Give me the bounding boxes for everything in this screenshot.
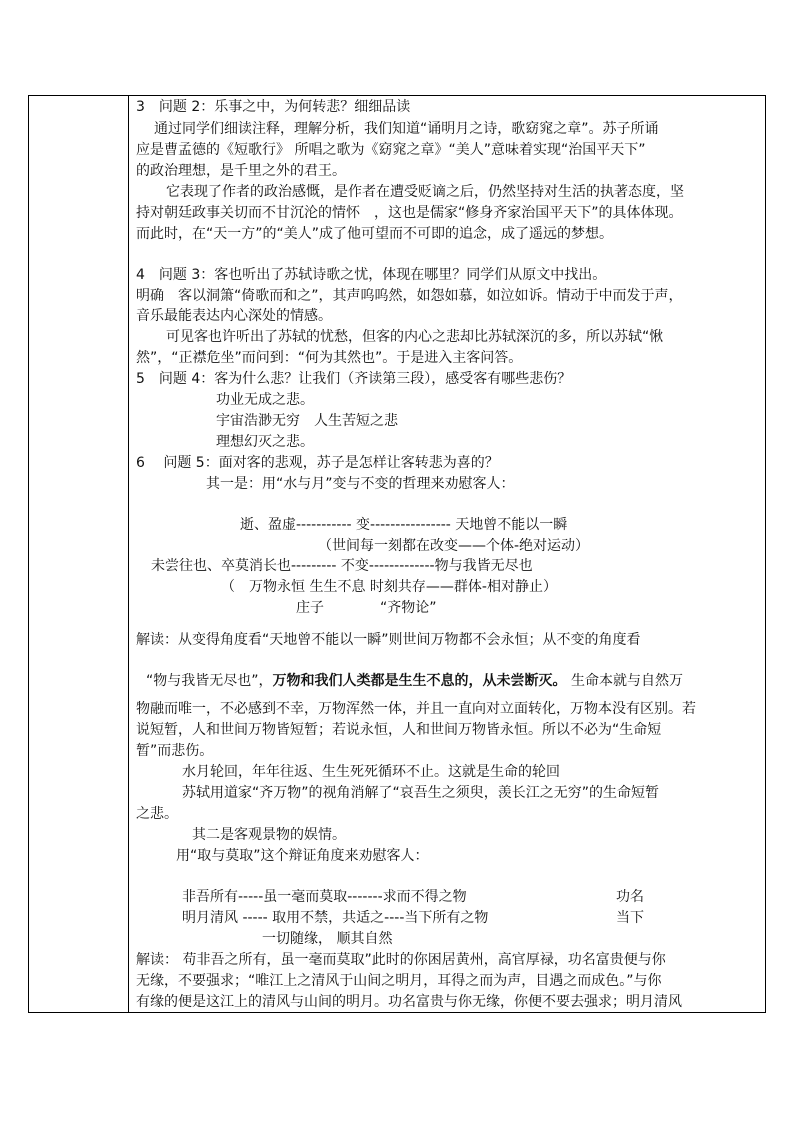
paragraph-line: 其二是客观景物的娱情。: [192, 827, 346, 843]
diagram-line: 非吾所有-----虽一毫而莫取-------求而不得之物: [182, 889, 467, 905]
plain-text: 生命本就与自然万: [570, 673, 683, 689]
question-5-heading: 6 问题 5：面对客的悲观，苏子是怎样让客转悲为喜的？: [136, 455, 499, 471]
paragraph-line: 可见客也许听出了苏轼的忧愁，但客的内心之悲却比苏轼深沉的多，所以苏轼“愀: [166, 329, 664, 345]
paragraph-line: 苏轼用道家“齐万物”的视角消解了“哀吾生之须臾，羡长江之无穷”的生命短暂: [182, 785, 660, 801]
diagram-note: 功名: [616, 889, 644, 905]
paragraph-line: 之悲。: [136, 806, 178, 822]
paragraph-line: 解读：从变得角度看“天地曾不能以一瞬”则世间万物都不会永恒；从不变的角度看: [136, 632, 641, 648]
column-divider: [128, 95, 129, 1013]
paragraph-line: 应是曹孟德的《短歌行》 所唱之歌为《窈窕之章》“美人”意味着实现“治国平天下”: [136, 142, 646, 158]
diagram-line: 一切随缘， 顺其自然: [262, 931, 393, 947]
paragraph-line: 水月轮回，年年往返、生生死死循环不止。这就是生命的轮回: [182, 764, 560, 780]
diagram-note: 当下: [616, 910, 644, 926]
list-item: 理想幻灭之悲。: [216, 434, 314, 450]
question-4-heading: 5 问题 4：客为什么悲？让我们（齐读第三段），感受客有哪些悲伤？: [136, 371, 572, 387]
list-item: 宇宙浩渺无穷 人生苦短之悲: [216, 413, 398, 429]
paragraph-line: [146, 672, 683, 690]
diagram-line: 庄子 “齐物论”: [296, 600, 437, 616]
paragraph-line: 解读： 苟非吾之所有，虽一毫而莫取”此时的你困居黄州，高官厚禄，功名富贵便与你: [136, 952, 666, 968]
paragraph-line: 有缘的便是这江上的清风与山间的明月。功名富贵与你无缘，你便不要去强求；明月清风: [136, 994, 682, 1010]
question-3-heading: 4 问题 3：客也听出了苏轼诗歌之忧，体现在哪里？同学们从原文中找出。: [136, 267, 607, 283]
paragraph-line: 说短暂，人和世间万物皆短暂；若说永恒，人和世间万物皆永恒。所以不必为“生命短: [136, 722, 662, 738]
paragraph-line: 它表现了作者的政治感慨，是作者在遭受贬谪之后，仍然坚持对生活的执著态度，坚: [166, 184, 684, 200]
diagram-line: 明月清风 ----- 取用不禁，共适之----当下所有之物: [182, 910, 489, 926]
diagram-line: （世间每一刻都在改变——个体-绝对运动）: [318, 538, 590, 554]
diagram-line: 逝、盈虚----------- 变---------------- 天地曾不能以一瞬: [240, 517, 568, 533]
paragraph-line: 音乐最能表达内心深处的情感。: [136, 308, 332, 324]
paragraph-line: 其一是：用“水与月”变与不变的哲理来劝慰客人：: [206, 476, 515, 492]
diagram-line: 未尝往也、卒莫消长也--------- 不变-------------物与我皆无尽也: [151, 558, 533, 574]
paragraph-line: 通过同学们细读注释，理解分析，我们知道“诵明月之诗，歌窈窕之章”。苏子所诵: [154, 121, 659, 137]
bold-emphasis: 万物和我们人类都是生生不息的，从未尝断灭。: [272, 673, 567, 689]
paragraph-line: 暂”而悲伤。: [136, 743, 214, 759]
paragraph-line: 明确 客以洞箫“倚歌而和之”，其声呜呜然，如怨如慕，如泣如诉。情动于中而发于声，: [136, 288, 683, 304]
paragraph-line: 而此时，在“天一方”的“美人”成了他可望而不可即的追念，成了遥远的梦想。: [136, 226, 614, 242]
question-2-heading: 3 问题 2：乐事之中，为何转悲？细细品读: [136, 99, 411, 115]
diagram-line: （ 万物永恒 生生不息 时刻共存——群体-相对静止）: [221, 579, 557, 595]
paragraph-line: 无缘，不要强求；“唯江上之清风于山间之明月，耳得之而为声，目遇之而成色。”与你: [136, 973, 662, 989]
list-item: 功业无成之悲。: [216, 392, 314, 408]
paragraph-line: 物融而唯一，不必感到不幸，万物浑然一体，并且一直向对立面转化，万物本没有区别。若: [136, 701, 696, 717]
paragraph-line: 持对朝廷政事关切而不甘沉沦的情怀 ，这也是儒家“修身齐家治国平天下”的具体体现。: [136, 205, 683, 221]
quote-text: “物与我皆无尽也”，: [146, 673, 273, 689]
paragraph-line: 用“取与莫取”这个辩证角度来劝慰客人：: [176, 848, 429, 864]
paragraph-line: 的政治理想，是千里之外的君王。: [136, 163, 346, 179]
paragraph-line: 然”，“正襟危坐”而问到：“何为其然也”。于是进入主客问答。: [136, 350, 523, 366]
